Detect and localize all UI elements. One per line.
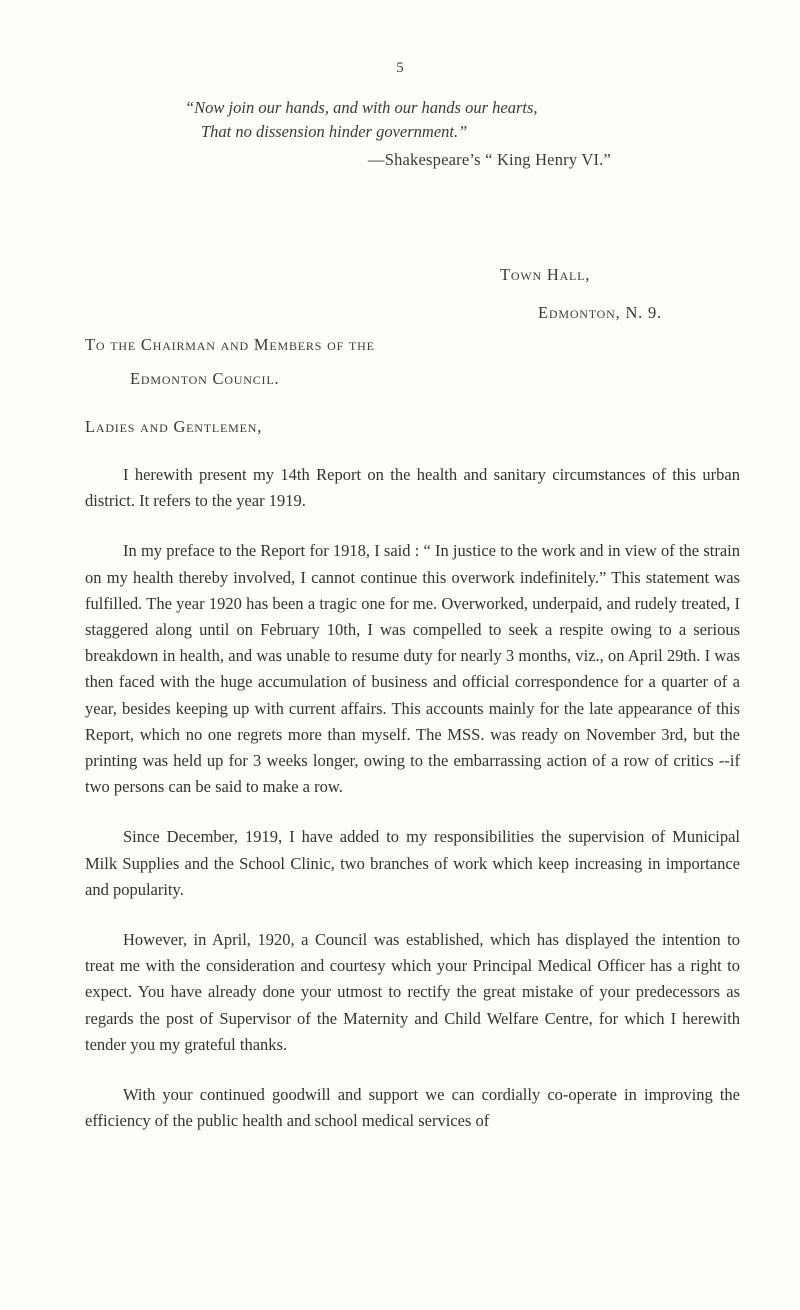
paragraph-5: With your continued goodwill and support we can cordially co-operate in improving the efficiency of the public health and school medical services of bbox=[85, 1085, 740, 1131]
recipient-line-2: Edmonton Council. bbox=[130, 369, 280, 388]
letter-body bbox=[85, 462, 740, 1134]
epigraph-line-2: That no dissension hinder government.” bbox=[201, 122, 468, 141]
epigraph-line-1: “Now join our hands, and with our hands our hearts, bbox=[185, 98, 538, 117]
address-line-2: Edmonton, N. 9. bbox=[538, 303, 662, 322]
epigraph-attribution: —Shakespeare’s “ King Henry VI.” bbox=[368, 150, 611, 169]
recipient-line-1: To the Chairman and Members of the bbox=[85, 335, 375, 354]
address-line-1: Town Hall, bbox=[500, 265, 591, 284]
sender-address bbox=[500, 256, 662, 332]
recipient-block bbox=[85, 328, 375, 396]
paragraph-4: However, in April, 1920, a Council was established, which has displayed the intention to treat me with the consideration and courtesy which your Principal Medical Officer has a right to expect. You have already done your utmost to rectify the great mistake of your predecessors as regards the post of Supervisor of the Maternity and Child Welfare Centre, for which I herewith tender you my grateful thanks. bbox=[85, 930, 740, 1054]
paragraph-3: Since December, 1919, I have added to my responsibilities the supervision of Municipal Milk Supplies and the School Clinic, two branches of work which keep increasing in importance and popularity. bbox=[85, 827, 740, 899]
paragraph-2: In my preface to the Report for 1918, I said : “ In justice to the work and in view of the strain on my health thereby involved, I cannot continue this overwork indefinitely.” This statement was fulfilled. The year 1920 has been a tragic one for me. Overworked, underpaid, and rudely treated, I staggered along until on February 10th, I was compelled to seek a respite owing to a serious breakdown in health, and was unable to resume duty for nearly 3 months, viz., on April 29th. I was then faced with the huge accumulation of business and official correspondence for a quarter of a year, besides keeping up with current affairs. This accounts mainly for the late appearance of this Report, which no one regrets more than myself. The MSS. was ready on November 3rd, but the printing was held up for 3 weeks longer, owing to the embarrassing action of a row of critics --if two persons can be said to make a row. bbox=[85, 541, 740, 797]
epigraph-quote bbox=[185, 96, 745, 144]
greeting: Ladies and Gentlemen, bbox=[85, 417, 263, 436]
paragraph-1: I herewith present my 14th Report on the health and sanitary circumstances of this urban district. It refers to the year 1919. bbox=[85, 465, 740, 511]
page-number: 5 bbox=[396, 60, 404, 76]
